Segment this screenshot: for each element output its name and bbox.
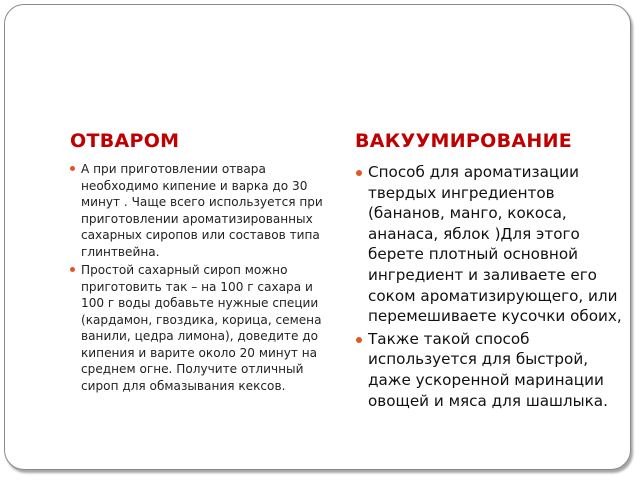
list-item bbox=[70, 161, 332, 260]
list-item bbox=[355, 329, 630, 411]
right-bullet-list bbox=[355, 162, 630, 413]
bullet-dot-icon bbox=[70, 166, 75, 171]
list-item bbox=[70, 262, 332, 394]
bullet-text: Также такой способ используется для быстрой, даже ускоренной маринации овощей и мяса для шашлыка. bbox=[368, 329, 608, 410]
bullet-dot-icon bbox=[70, 267, 75, 272]
bullet-text: А при приготовлении отвара необходимо кипение и варка до 30 минут . Чаще всего используется при приготовлении ароматизированных сахарных сиропов или составов типа глинтвейна. bbox=[81, 162, 323, 259]
left-heading: ОТВАРОМ bbox=[70, 130, 180, 152]
bullet-text: Простой сахарный сироп можно приготовить так – на 100 г сахара и 100 г воды добавьте нужные специи (кардамон, гвоздика, корица, семена ванили, цедра лимона), доведите до кипения и варите около 20 минут на среднем огне. Получите отличный сироп для обмазывания кексов. bbox=[81, 263, 322, 393]
bullet-dot-icon bbox=[356, 170, 362, 176]
left-bullet-list bbox=[70, 161, 332, 396]
right-heading: ВАКУУМИРОВАНИЕ bbox=[355, 130, 573, 152]
bullet-text: Способ для ароматизации твердых ингредиентов (бананов, манго, кокоса, ананаса, яблок )Для этого берете плотный основной ингредиент и заливаете его соком ароматизирующего, или перемешиваете кусочки обоих, bbox=[368, 163, 622, 326]
bullet-dot-icon bbox=[356, 337, 362, 343]
list-item bbox=[355, 162, 630, 327]
